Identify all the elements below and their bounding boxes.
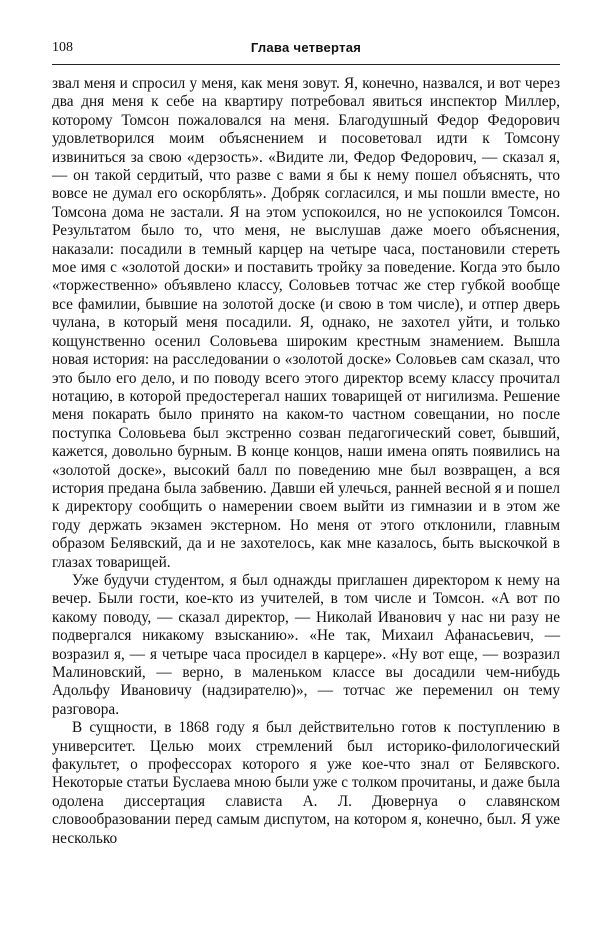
paragraph-3: В сущности, в 1868 году я был действительно готов к поступлению в университет. Целью моих стремлений был историко-филологический факультет, о профессорах которого я уже кое-что знал от Белявского. Некоторые статьи Буслаева мною были уже с толком прочитаны, и даже была одолена диссертация слависта А. Л. Дювернуа о славянском словообразовании перед самым диспутом, на котором я, конечно, был. Я уже несколько (52, 719, 560, 847)
page-number: 108 (52, 40, 73, 55)
header-rule (52, 64, 560, 65)
chapter-title: Глава четвертая (250, 40, 362, 55)
running-head (52, 40, 560, 58)
body-text (52, 75, 560, 848)
paragraph-2: Уже будучи студентом, я был однажды приглашен директором к нему на вечер. Были гости, кое-кто из учителей, в том числе и Томсон. «А вот по какому поводу, — сказал директор, — Николай Иванович у нас ни разу не подвергался никакому взысканию». «Не так, Михаил Афанасьевич, — возразил я, — я четыре часа просидел в карцере». «Ну вот еще, — возразил Малиновский, — верно, в маленьком классе вы досадили чем-нибудь Адольфу Ивановичу (надзирателю)», — тотчас же переменил он тему разговора. (52, 571, 560, 718)
paragraph-1: звал меня и спросил у меня, как меня зовут. Я, конечно, назвался, и вот через два дня меня к себе на квартиру потребовал явиться инспектор Миллер, которому Томсон пожаловался на меня. Благодушный Федор Федорович удовлетворился моим объяснением и посоветовал идти к Томсону извиниться за свою «дерзость». «Видите ли, Федор Федорович, — сказал я, — он такой сердитый, что разве с вами я бы к нему пошел объяснять, что вовсе не думал его оскорблять». Добряк согласился, и мы пошли вместе, но Томсона дома не застали. Я на этом успокоился, но не успокоился Томсон. Результатом было то, что меня, не выслушав даже моего объяснения, наказали: посадили в темный карцер на четыре часа, постановили стереть мое имя с «золотой доски» и поставить тройку за поведение. Когда это было «торжественно» объявлено классу, Соловьев тотчас же стер губкой вообще все фамилии, бывшие на золотой доске (и свою в том числе), и отпер дверь чулана, в который меня посадили. Я, однако, не захотел уйти, и только кощунственно осенил Соловьева широким крестным знамением. Вышла новая история: на расследовании о «золотой доске» Соловьев сам сказал, что это было его дело, и по поводу всего этого директор всему классу прочитал нотацию, в которой предостерегал наших товарищей от нигилизма. Решение меня покарать было принято на каком-то частном совещании, но после поступка Соловьева был экстренно созван педагогический совет, бывший, кажется, довольно бурным. В конце концов, наши имена опять появились на «золотой доске», высокий балл по поведению мне был возвращен, а вся история предана была забвению. Давши ей улечься, ранней весной я и пошел к директору сообщить о намерении своем выйти из гимназии и в этом же году держать экзамен экстерном. Но меня от этого отклонили, главным образом Белявский, да и не захотелось, как мне казалось, быть выскочкой в глазах товарищей. (52, 75, 560, 571)
